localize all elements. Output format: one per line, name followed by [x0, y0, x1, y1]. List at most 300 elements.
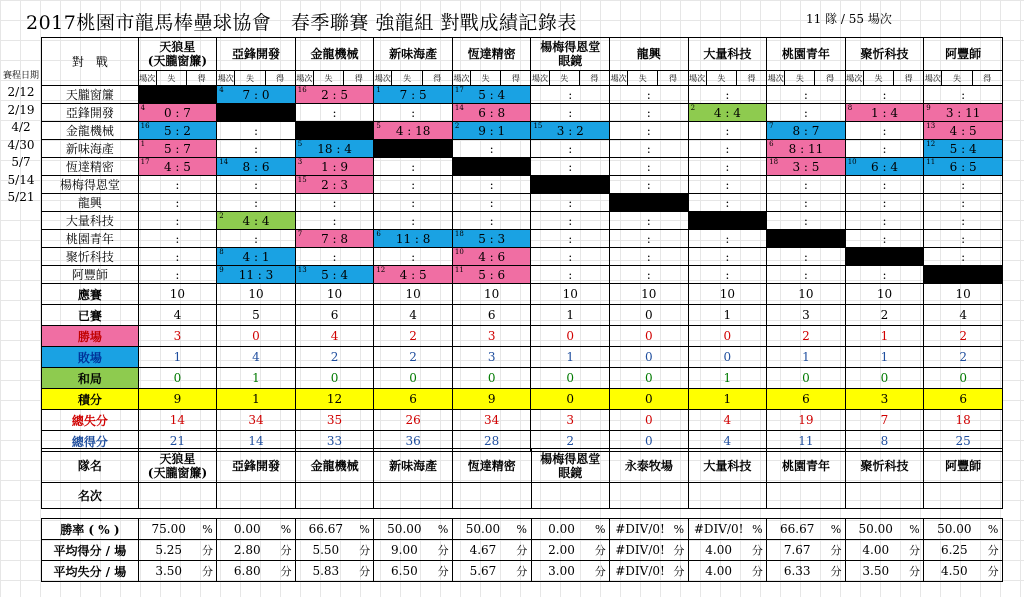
- summary-value: #DIV/0!: [610, 561, 670, 582]
- subheader-cell: 得: [972, 71, 1002, 86]
- match-score: :: [253, 231, 259, 246]
- match-result-cell: [374, 248, 453, 266]
- stat-value: 10: [138, 284, 217, 305]
- summary-unit: 分: [434, 561, 452, 582]
- stat-value: 1: [138, 347, 217, 368]
- stat-value: 4: [217, 347, 296, 368]
- match-score: :: [961, 213, 966, 228]
- self-match-block: [924, 266, 1003, 284]
- match-score: :: [725, 177, 730, 192]
- summary-unit: %: [827, 519, 845, 540]
- match-result-cell: [767, 266, 846, 284]
- match-result-cell: [295, 140, 374, 158]
- match-score: :: [803, 105, 808, 120]
- stat-value: 26: [374, 410, 453, 431]
- match-result-cell: [452, 176, 531, 194]
- match-score: :: [568, 267, 573, 282]
- stat-value: 2: [295, 347, 374, 368]
- match-score: :: [253, 177, 259, 192]
- match-score: :: [489, 195, 494, 210]
- rank-cell: [924, 483, 1003, 509]
- stat-label: 和局: [42, 368, 139, 389]
- stat-value: 0: [295, 368, 374, 389]
- schedule-date: 5/21: [7, 190, 35, 204]
- subheader-cell: 得: [422, 71, 452, 86]
- match-result-cell: [688, 158, 767, 176]
- match-score: :: [882, 231, 887, 246]
- match-number: 16: [297, 86, 307, 94]
- self-match-block: [767, 230, 846, 248]
- summary-unit: 分: [670, 561, 688, 582]
- summary-value: 2.00: [531, 540, 591, 561]
- match-score: :: [332, 105, 337, 120]
- match-score: :: [489, 141, 494, 156]
- match-score: :: [725, 267, 730, 282]
- summary-unit: 分: [277, 540, 295, 561]
- stat-value: 18: [924, 410, 1003, 431]
- subheader-cell: 得: [579, 71, 609, 86]
- summary-unit: 分: [749, 540, 767, 561]
- match-result-cell: [845, 194, 924, 212]
- match-result-cell: [845, 212, 924, 230]
- match-result-cell: [610, 266, 689, 284]
- match-result-cell: [138, 248, 217, 266]
- stat-value: 0: [217, 326, 296, 347]
- match-score: 5 : 7: [163, 141, 191, 156]
- match-number: 4: [219, 86, 224, 94]
- summary-unit: %: [591, 519, 609, 540]
- match-result-cell: [688, 194, 767, 212]
- summary-unit: 分: [827, 561, 845, 582]
- match-result-cell: [138, 122, 217, 140]
- match-score: 3 : 5: [792, 159, 820, 174]
- match-number: 14: [454, 104, 464, 112]
- match-score: :: [882, 213, 887, 228]
- stat-label: 敗場: [42, 347, 139, 368]
- match-number: 11: [926, 158, 936, 166]
- rank-team-name: 桃園青年: [767, 449, 846, 483]
- match-score: :: [411, 159, 416, 174]
- match-score: :: [646, 267, 651, 282]
- match-result-cell: [217, 122, 296, 140]
- match-score: :: [411, 177, 416, 192]
- stat-value: 0: [138, 368, 217, 389]
- match-number: 17: [454, 86, 464, 94]
- rank-cell: [295, 483, 374, 509]
- subheader-cell: 失: [235, 71, 265, 86]
- match-result-cell: [767, 176, 846, 194]
- summary-value: 6.33: [767, 561, 827, 582]
- match-score: :: [725, 195, 730, 210]
- row-team-name: 阿豐師: [42, 266, 139, 284]
- subheader-cell: 失: [156, 71, 186, 86]
- summary-unit: 分: [591, 561, 609, 582]
- match-score: :: [725, 231, 730, 246]
- match-score: 5 : 6: [478, 267, 506, 282]
- row-team-name: 大量科技: [42, 212, 139, 230]
- match-result-cell: [452, 140, 531, 158]
- match-result-cell: [531, 158, 610, 176]
- summary-unit: %: [984, 519, 1002, 540]
- schedule-date: 4/2: [11, 120, 31, 134]
- match-result-cell: [688, 266, 767, 284]
- subheader-cell: 得: [736, 71, 766, 86]
- match-score: :: [961, 249, 966, 264]
- schedule-date: 4/30: [7, 137, 35, 152]
- schedule-header: 賽程日期: [2, 71, 39, 81]
- match-score: :: [803, 195, 808, 210]
- match-result-cell: [531, 212, 610, 230]
- team-header: 楊梅得恩堂 眼鏡: [531, 38, 610, 71]
- stat-value: 34: [452, 410, 531, 431]
- stat-value: 33: [295, 431, 374, 452]
- match-score: 6 : 5: [949, 159, 977, 174]
- match-result-cell: [138, 176, 217, 194]
- match-score: 5 : 4: [321, 267, 349, 282]
- summary-value: #DIV/0!: [610, 519, 670, 540]
- match-score: 4 : 4: [242, 213, 270, 228]
- match-result-cell: [610, 176, 689, 194]
- rank-label: 名次: [42, 483, 139, 509]
- match-result-cell: [295, 266, 374, 284]
- stat-value: 1: [767, 347, 846, 368]
- summary-value: 50.00: [845, 519, 905, 540]
- stat-value: 10: [610, 284, 689, 305]
- summary-value: 5.25: [138, 540, 198, 561]
- stat-value: 0: [452, 368, 531, 389]
- summary-unit: 分: [199, 561, 217, 582]
- summary-value: 66.67: [767, 519, 827, 540]
- stat-value: 9: [452, 389, 531, 410]
- row-team-name: 新味海產: [42, 140, 139, 158]
- match-result-cell: [924, 176, 1003, 194]
- summary-value: 3.00: [531, 561, 591, 582]
- row-team-name: 金龍機械: [42, 122, 139, 140]
- summary-unit: 分: [591, 540, 609, 561]
- summary-unit: 分: [277, 561, 295, 582]
- match-score: :: [568, 105, 573, 120]
- match-result-cell: [924, 212, 1003, 230]
- match-result-cell: [452, 194, 531, 212]
- summary-value: 4.50: [924, 561, 984, 582]
- match-result-cell: [138, 212, 217, 230]
- match-result-cell: [452, 104, 531, 122]
- subheader-cell: 失: [942, 71, 972, 86]
- stat-value: 4: [295, 326, 374, 347]
- summary-unit: 分: [749, 561, 767, 582]
- match-number: 9: [926, 104, 931, 112]
- subheader-cell: 失: [549, 71, 579, 86]
- match-score: :: [175, 231, 180, 246]
- match-number: 8: [847, 104, 853, 112]
- summary-value: 75.00: [138, 519, 198, 540]
- match-result-cell: [374, 212, 453, 230]
- subheader-cell: 場次: [767, 71, 785, 86]
- match-number: 18: [769, 158, 779, 166]
- schedule-dates: [0, 68, 42, 207]
- match-score: :: [332, 195, 337, 210]
- match-result-cell: [452, 86, 531, 104]
- match-result-cell: [217, 140, 296, 158]
- match-score: :: [568, 87, 573, 102]
- stat-value: 0: [374, 368, 453, 389]
- match-score: :: [961, 87, 966, 102]
- match-result-cell: [924, 230, 1003, 248]
- match-result-cell: [374, 86, 453, 104]
- rank-team-name: 金龍機械: [295, 449, 374, 483]
- match-number: 5: [297, 140, 303, 148]
- match-score: :: [725, 123, 730, 138]
- summary-value: 4.00: [845, 540, 905, 561]
- stat-value: 2: [767, 326, 846, 347]
- subheader-cell: 場次: [531, 71, 549, 86]
- stat-value: 36: [374, 431, 453, 452]
- row-team-name: 恆達精密: [42, 158, 139, 176]
- match-number: 2: [690, 104, 696, 112]
- summary-label: 平均失分 / 場: [42, 561, 139, 582]
- match-result-cell: [374, 230, 453, 248]
- page-title: 2017桃園市龍馬棒壘球協會 春季聯賽 強龍組 對戰成績記錄表: [26, 12, 577, 34]
- match-score: 4 : 18: [395, 123, 431, 138]
- match-score: :: [175, 213, 180, 228]
- match-result-cell: [688, 248, 767, 266]
- stat-value: 2: [845, 305, 924, 326]
- subheader-cell: 失: [785, 71, 815, 86]
- rank-team-name: 聚忻科技: [845, 449, 924, 483]
- summary-unit: 分: [434, 540, 452, 561]
- subheader-cell: 得: [501, 71, 531, 86]
- stat-value: 2: [924, 326, 1003, 347]
- stat-value: 0: [610, 431, 689, 452]
- match-number: 7: [769, 122, 774, 130]
- stat-value: 7: [845, 410, 924, 431]
- match-result-cell: [924, 194, 1003, 212]
- match-number: 15: [297, 176, 307, 184]
- match-score: :: [646, 177, 651, 192]
- match-number: 8: [219, 248, 224, 256]
- summary-unit: 分: [513, 561, 531, 582]
- match-result-cell: [688, 122, 767, 140]
- match-score: :: [882, 141, 887, 156]
- summary-label: 勝率 ( % ): [42, 519, 139, 540]
- match-result-cell: [610, 104, 689, 122]
- stat-value: 3: [452, 347, 531, 368]
- summary-unit: 分: [984, 561, 1002, 582]
- match-count: 11 隊 / 55 場次: [806, 12, 892, 26]
- subheader-cell: 得: [658, 71, 688, 86]
- match-score: 1 : 4: [871, 105, 898, 120]
- subheader-cell: 場次: [688, 71, 706, 86]
- stat-value: 0: [610, 326, 689, 347]
- match-result-cell: [767, 86, 846, 104]
- match-score: :: [725, 159, 730, 174]
- stat-value: 10: [452, 284, 531, 305]
- match-result-cell: [845, 104, 924, 122]
- stat-value: 0: [531, 326, 610, 347]
- match-result-cell: [217, 212, 296, 230]
- match-result-cell: [531, 266, 610, 284]
- match-result-cell: [767, 194, 846, 212]
- match-result-cell: [688, 140, 767, 158]
- match-score: :: [725, 249, 730, 264]
- stat-value: 10: [767, 284, 846, 305]
- match-result-cell: [767, 158, 846, 176]
- match-result-cell: [924, 158, 1003, 176]
- subheader-cell: 場次: [374, 71, 392, 86]
- team-header: 阿豐師: [924, 38, 1003, 71]
- subheader-cell: 場次: [138, 71, 156, 86]
- stat-value: 8: [845, 431, 924, 452]
- match-score: :: [332, 213, 337, 228]
- subheader-cell: 失: [471, 71, 501, 86]
- schedule-date: 2/12: [7, 85, 35, 99]
- match-score: 8 : 7: [792, 123, 820, 138]
- schedule-date: 5/7: [11, 155, 31, 169]
- match-result-cell: [610, 230, 689, 248]
- schedule-date: 2/19: [7, 102, 35, 117]
- match-number: 7: [297, 230, 303, 238]
- match-result-cell: [138, 140, 217, 158]
- stat-value: 4: [138, 305, 217, 326]
- match-result-cell: [217, 266, 296, 284]
- match-result-cell: [531, 86, 610, 104]
- match-number: 13: [297, 266, 307, 274]
- rank-team-name: 天狼星 (天朧窗簾): [138, 449, 217, 483]
- subheader-cell: 得: [344, 71, 374, 86]
- rank-team-name: 新味海產: [374, 449, 453, 483]
- summary-label: 平均得分 / 場: [42, 540, 139, 561]
- match-number: 15: [533, 122, 543, 130]
- match-score: :: [961, 177, 966, 192]
- match-score: :: [489, 177, 494, 192]
- stat-value: 0: [688, 347, 767, 368]
- match-score: :: [175, 267, 180, 282]
- summary-value: 6.50: [374, 561, 434, 582]
- match-score: 9 : 1: [478, 123, 506, 138]
- match-result-cell: [845, 140, 924, 158]
- stat-value: 1: [531, 305, 610, 326]
- match-score: :: [725, 141, 730, 156]
- self-match-block: [217, 104, 296, 122]
- stat-value: 21: [138, 431, 217, 452]
- match-result-cell: [452, 230, 531, 248]
- match-result-cell: [452, 248, 531, 266]
- summary-unit: %: [670, 519, 688, 540]
- match-score: :: [646, 213, 651, 228]
- match-score: 0 : 7: [163, 105, 191, 120]
- match-result-cell: [845, 158, 924, 176]
- match-result-cell: [138, 158, 217, 176]
- match-score: :: [646, 87, 651, 102]
- team-header: 桃園青年: [767, 38, 846, 71]
- match-result-cell: [688, 230, 767, 248]
- match-score: :: [253, 195, 259, 210]
- match-result-cell: [217, 248, 296, 266]
- match-score: :: [175, 249, 180, 264]
- match-result-cell: [374, 158, 453, 176]
- match-score: :: [882, 267, 887, 282]
- rank-table: [41, 448, 1003, 509]
- match-score: :: [803, 213, 808, 228]
- subheader-cell: 得: [265, 71, 295, 86]
- row-team-name: 聚忻科技: [42, 248, 139, 266]
- subheader-cell: 得: [894, 71, 924, 86]
- summary-table: [41, 518, 1003, 582]
- self-match-block: [295, 122, 374, 140]
- match-score: 6 : 8: [478, 105, 506, 120]
- match-number: 11: [454, 266, 464, 274]
- match-result-cell: [374, 194, 453, 212]
- match-result-cell: [295, 248, 374, 266]
- stat-value: 10: [217, 284, 296, 305]
- match-number: 16: [140, 122, 150, 130]
- summary-value: 0.00: [531, 519, 591, 540]
- match-result-cell: [531, 104, 610, 122]
- stat-value: 10: [295, 284, 374, 305]
- match-number: 13: [926, 122, 936, 130]
- summary-value: #DIV/0!: [610, 540, 670, 561]
- summary-value: 4.00: [688, 540, 748, 561]
- match-score: :: [489, 213, 494, 228]
- match-score: :: [961, 231, 966, 246]
- stat-value: 3: [138, 326, 217, 347]
- stat-value: 6: [767, 389, 846, 410]
- stat-value: 2: [374, 326, 453, 347]
- match-number: 2: [454, 122, 460, 130]
- match-number: 4: [140, 104, 146, 112]
- match-result-cell: [767, 248, 846, 266]
- stat-value: 1: [217, 389, 296, 410]
- match-score: :: [803, 267, 808, 282]
- stat-value: 4: [374, 305, 453, 326]
- match-number: 10: [454, 248, 464, 256]
- match-score: :: [803, 249, 808, 264]
- stat-value: 0: [610, 347, 689, 368]
- match-number: 18: [454, 230, 464, 238]
- stat-label: 積分: [42, 389, 139, 410]
- stat-value: 4: [688, 410, 767, 431]
- match-score: 7 : 5: [399, 87, 427, 102]
- team-header: 金龍機械: [295, 38, 374, 71]
- match-score: 7 : 0: [242, 87, 270, 102]
- rank-team-name: 永泰牧場: [610, 449, 689, 483]
- subheader-cell: 失: [863, 71, 893, 86]
- match-score: 4 : 1: [242, 249, 270, 264]
- match-result-cell: [845, 266, 924, 284]
- match-result-cell: [295, 158, 374, 176]
- match-result-cell: [924, 86, 1003, 104]
- row-team-name: 桃園青年: [42, 230, 139, 248]
- match-result-cell: [138, 230, 217, 248]
- match-result-cell: [295, 212, 374, 230]
- match-result-cell: [845, 86, 924, 104]
- match-score: :: [646, 105, 651, 120]
- summary-value: 7.67: [767, 540, 827, 561]
- stat-value: 6: [924, 389, 1003, 410]
- match-score: :: [725, 87, 730, 102]
- match-score: :: [411, 105, 416, 120]
- match-result-cell: [531, 140, 610, 158]
- match-score: :: [646, 249, 651, 264]
- match-score: :: [568, 231, 573, 246]
- summary-value: 50.00: [374, 519, 434, 540]
- row-team-name: 天朧窗簾: [42, 86, 139, 104]
- match-score: :: [411, 213, 416, 228]
- match-score: :: [568, 159, 573, 174]
- match-score: :: [646, 123, 651, 138]
- summary-value: 5.50: [295, 540, 355, 561]
- match-score: :: [411, 249, 416, 264]
